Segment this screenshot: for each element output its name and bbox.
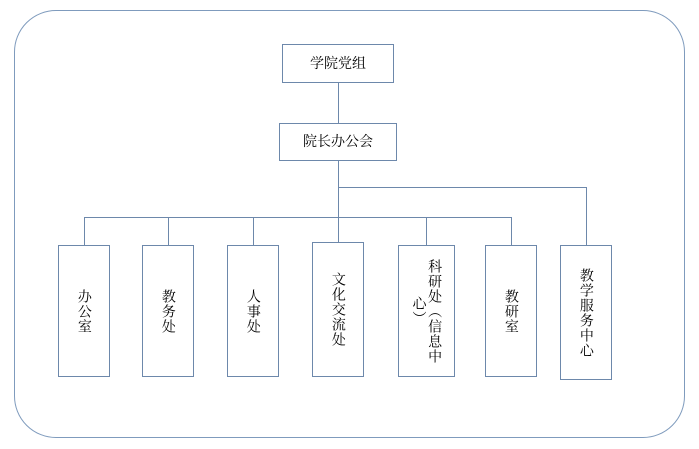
connector-drop-6 — [511, 217, 512, 245]
connector-second-right — [338, 187, 586, 188]
node-department-3-label: 人事处 — [245, 288, 262, 334]
connector-bus-center-riser — [338, 187, 339, 217]
node-department-7 — [560, 245, 612, 380]
node-second — [279, 123, 397, 161]
node-top-label: 学院党组 — [310, 54, 366, 71]
node-second-label: 院长办公会 — [303, 133, 373, 150]
node-department-2 — [142, 245, 194, 377]
connector-drop-2 — [168, 217, 169, 245]
node-department-5-label: 科研处（信息中心） — [411, 258, 444, 364]
connector-drop-5 — [426, 217, 427, 245]
connector-right-riser — [586, 187, 587, 245]
node-department-4-label: 文化交流处 — [330, 272, 347, 347]
node-top — [282, 44, 394, 83]
connector-second-down — [338, 161, 339, 187]
connector-bus — [84, 217, 511, 218]
connector-drop-3 — [253, 217, 254, 245]
node-department-7-label: 教学服务中心 — [578, 267, 595, 358]
connector-drop-1 — [84, 217, 85, 245]
node-department-5 — [398, 245, 455, 377]
connector-top-to-second — [338, 83, 339, 123]
connector-drop-4 — [338, 217, 339, 245]
node-department-6-label: 教研室 — [503, 288, 520, 334]
node-department-3 — [227, 245, 279, 377]
node-department-1 — [58, 245, 110, 377]
node-department-2-label: 教务处 — [160, 288, 177, 334]
node-department-1-label: 办公室 — [76, 288, 93, 334]
node-department-4 — [312, 242, 364, 377]
node-department-6 — [485, 245, 537, 377]
